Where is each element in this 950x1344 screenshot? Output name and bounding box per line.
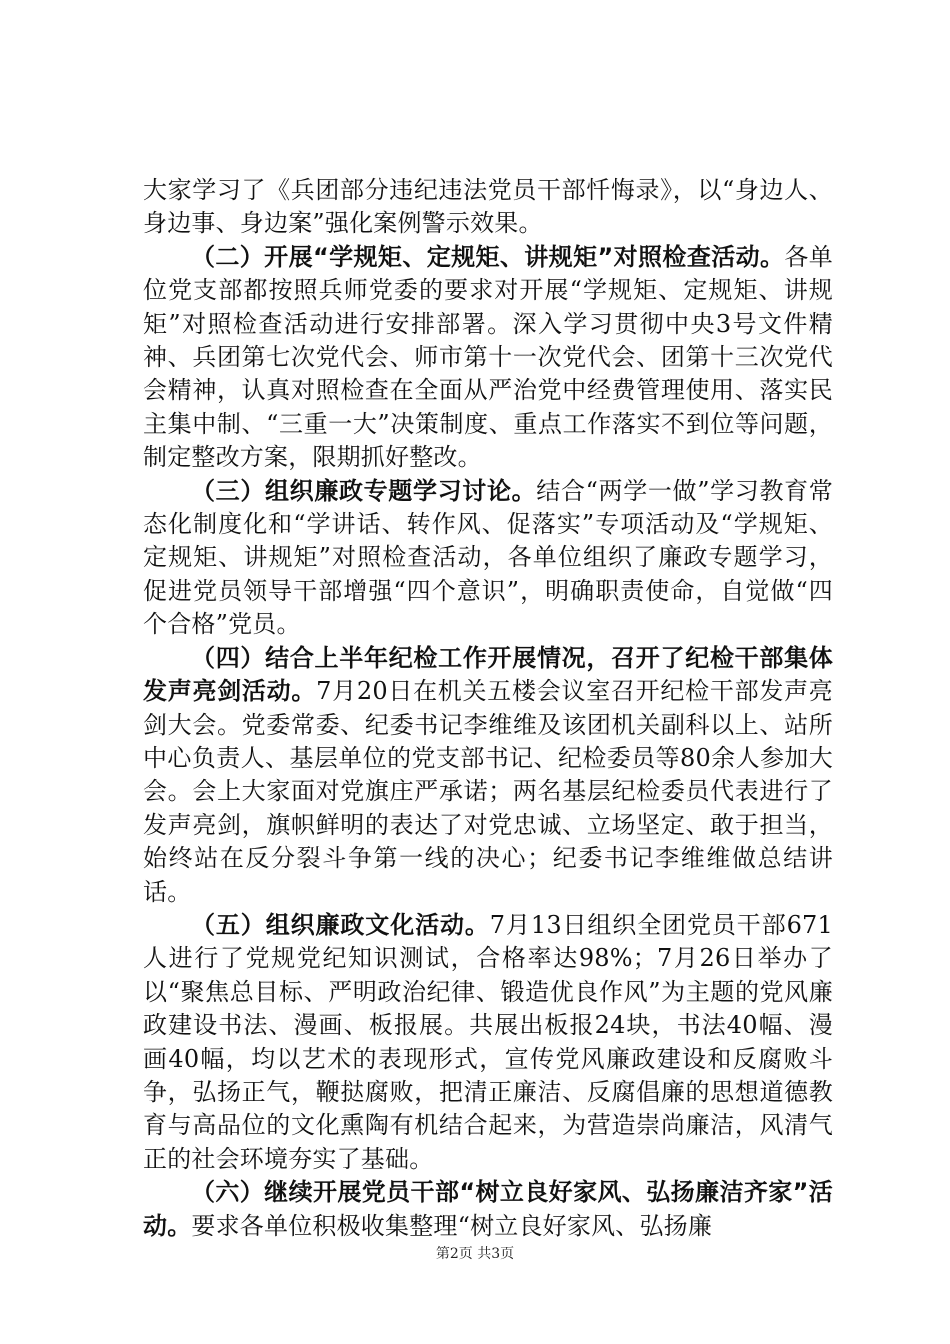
page-number-footer: 第2页 共3页 bbox=[435, 1246, 515, 1262]
paragraph-4 bbox=[143, 642, 833, 909]
paragraph-1-text: 大家学习了《兵团部分违纪违法党员干部忏悔录》，以“身边人、身边事、身边案”强化案例警示效果。 bbox=[143, 176, 833, 238]
paragraph-2 bbox=[143, 241, 833, 475]
paragraph-5 bbox=[143, 909, 833, 1176]
paragraph-4-heading: （四）结合上半年纪检工作开展情况，召开了纪检干部集体发声亮剑活动。 bbox=[143, 643, 833, 706]
paragraph-6 bbox=[143, 1176, 833, 1243]
paragraph-2-heading: （二）开展“学规矩、定规矩、讲规矩”对照检查活动。 bbox=[191, 242, 785, 271]
paragraph-3 bbox=[143, 475, 833, 642]
paragraph-3-heading: （三）组织廉政专题学习讨论。 bbox=[191, 476, 537, 505]
paragraph-6-heading: （六）继续开展党员干部“树立良好家风、弘扬廉洁齐家”活动。 bbox=[143, 1178, 833, 1240]
paragraph-5-text: 7月13日组织全团党员干部671人进行了党规党纪知识测试，合格率达98%；7月26日举办了以“聚焦总目标、严明政治纪律、锻造优良作风”为主题的党风廉政建设书法、漫画、板报展。共展出板报24块，书法40幅、漫画40幅，均以艺术的表现形式，宣传党风廉政建设和反腐败斗争，弘扬正气，鞭挞腐败，把清正廉洁、反腐倡廉的思想道德教育与高品位的文化熏陶有机结合起来，为营造崇尚廉洁，风清气正的社会环境夯实了基础。 bbox=[143, 910, 833, 1173]
paragraph-3-text: 结合“两学一做”学习教育常态化制度化和“学讲话、转作风、促落实”专项活动及“学规矩、定规矩、讲规矩”对照检查活动，各单位组织了廉政专题学习，促进党员领导干部增强“四个意识”，明确职责使命，自觉做“四个合格”党员。 bbox=[143, 476, 833, 639]
paragraph-1 bbox=[143, 174, 833, 241]
paragraph-5-heading: （五）组织廉政文化活动。 bbox=[191, 910, 490, 939]
document-body bbox=[143, 174, 833, 1243]
paragraph-2-text: 各单位党支部都按照兵师党委的要求对开展“学规矩、定规矩、讲规矩”对照检查活动进行安排部署。深入学习贯彻中央3号文件精神、兵团第七次党代会、师市第十一次党代会、团第十三次党代会精神，认真对照检查在全面从严治党中经费管理使用、落实民主集中制、“三重一大”决策制度、重点工作落实不到位等问题，制定整改方案，限期抓好整改。 bbox=[143, 242, 834, 472]
paragraph-4-text: 7月20日在机关五楼会议室召开纪检干部发声亮剑大会。党委常委、纪委书记李维维及该团机关副科以上、站所中心负责人、基层单位的党支部书记、纪检委员等80余人参加大会。会上大家面对党旗庄严承诺；两名基层纪检委员代表进行了发声亮剑，旗帜鲜明的表达了对党忠诚、立场坚定、敢于担当，始终站在反分裂斗争第一线的决心；纪委书记李维维做总结讲话。 bbox=[143, 677, 833, 906]
paragraph-6-text: 要求各单位积极收集整理“树立良好家风、弘扬廉 bbox=[191, 1211, 713, 1240]
